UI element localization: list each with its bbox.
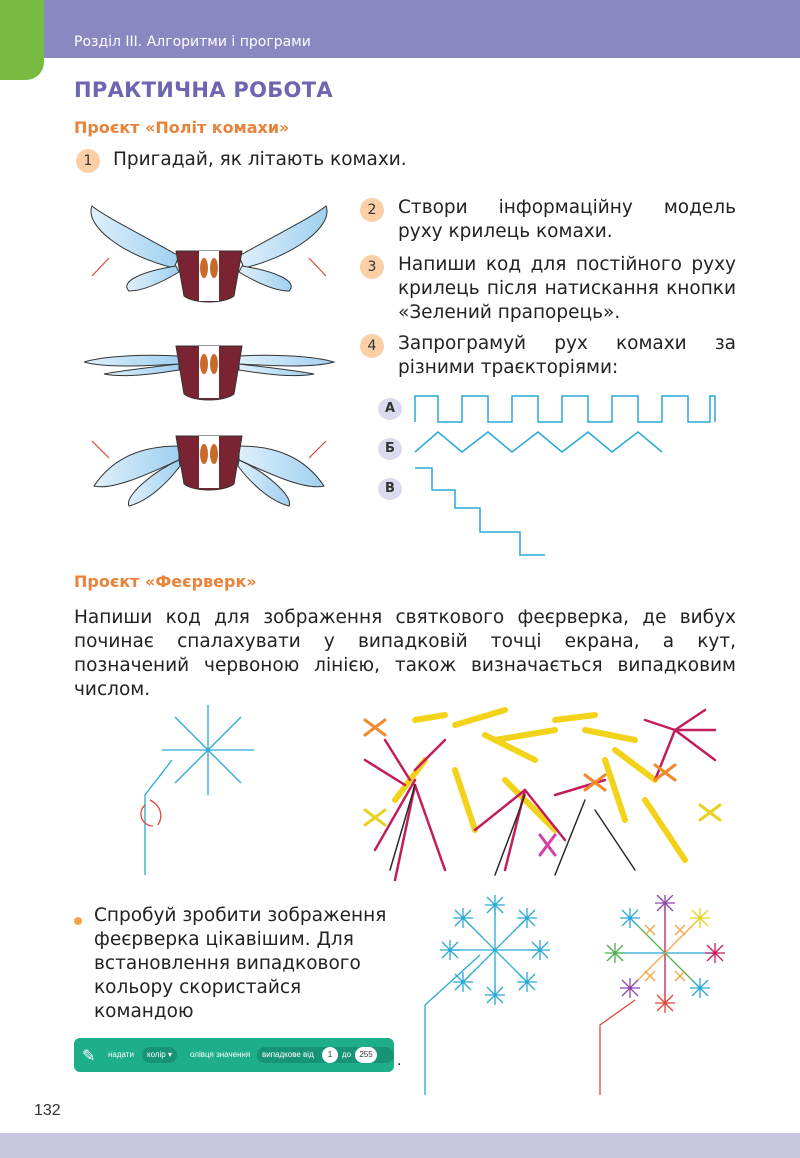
trajectory-b-path bbox=[415, 432, 662, 452]
trajectory-b-label: Б bbox=[378, 438, 402, 460]
step2-text: Створи інформаційну модель руху крилець комахи. bbox=[398, 197, 736, 242]
color-param-label: колір bbox=[147, 1050, 166, 1059]
block-pen-label: олівця значення bbox=[190, 1050, 251, 1059]
step4-number: 4 bbox=[360, 334, 384, 358]
random-label: випадкове від bbox=[262, 1050, 314, 1059]
insect-up bbox=[91, 206, 327, 302]
project2-text: Напиши код для зображення святкового феєрверка, де вибух починає спалахувати у випадковій точці екрана, а кут, позначений червоною лінією, також визначається випадковим числом. bbox=[74, 607, 736, 700]
bullet-dot bbox=[74, 917, 82, 925]
pen-icon: ✎ bbox=[82, 1048, 96, 1065]
footer-bar bbox=[0, 1133, 800, 1158]
random-from-input[interactable]: 1 bbox=[322, 1047, 338, 1063]
trajectory-c-path bbox=[415, 468, 545, 555]
project2-title: Проєкт «Феєрверк» bbox=[74, 572, 257, 591]
color-param-dropdown[interactable]: колір ▾ bbox=[142, 1047, 177, 1063]
trajectories-diagram bbox=[410, 390, 730, 560]
bullet-text: Спробуй зробити зображення феєрверка цікавішим. Для встановлення випадкового кольору скористайся командою bbox=[94, 905, 387, 1022]
step1-number: 1 bbox=[76, 149, 100, 173]
step3-text: Напиши код для постійного руху крилець після натискання кнопки «Зелений прапорець». bbox=[398, 254, 736, 323]
random-to-input[interactable]: 255 bbox=[355, 1047, 377, 1063]
firework-schematic bbox=[120, 700, 260, 875]
period: . bbox=[397, 1052, 402, 1069]
step4-text: Запрограмуй рух комахи за різними траєкторіями: bbox=[398, 333, 736, 378]
block-to-label: до bbox=[342, 1050, 352, 1059]
page-number: 132 bbox=[34, 1102, 61, 1119]
set-pen-color-block[interactable] bbox=[74, 1038, 394, 1072]
chapter-tab bbox=[0, 0, 44, 80]
step3-number: 3 bbox=[360, 255, 384, 279]
trajectory-c-label: В bbox=[378, 478, 402, 500]
insect-down bbox=[92, 436, 326, 506]
firework-stars-blue bbox=[420, 895, 560, 1095]
firework-stars-multicolor bbox=[595, 895, 735, 1095]
block-set-label: надати bbox=[108, 1050, 134, 1059]
page-title: ПРАКТИЧНА РОБОТА bbox=[74, 78, 333, 102]
firework-colorful-illustration bbox=[355, 700, 735, 885]
insect-wings-illustration bbox=[84, 196, 344, 516]
step2-number: 2 bbox=[360, 198, 384, 222]
trajectory-a-label: А bbox=[378, 398, 402, 420]
section-title: Розділ III. Алгоритми і програми bbox=[74, 34, 311, 50]
insect-level bbox=[84, 346, 334, 400]
step1-text: Пригадай, як літають комахи. bbox=[113, 149, 407, 170]
project1-title: Проєкт «Політ комахи» bbox=[74, 118, 290, 137]
trajectory-a-path bbox=[415, 396, 715, 422]
